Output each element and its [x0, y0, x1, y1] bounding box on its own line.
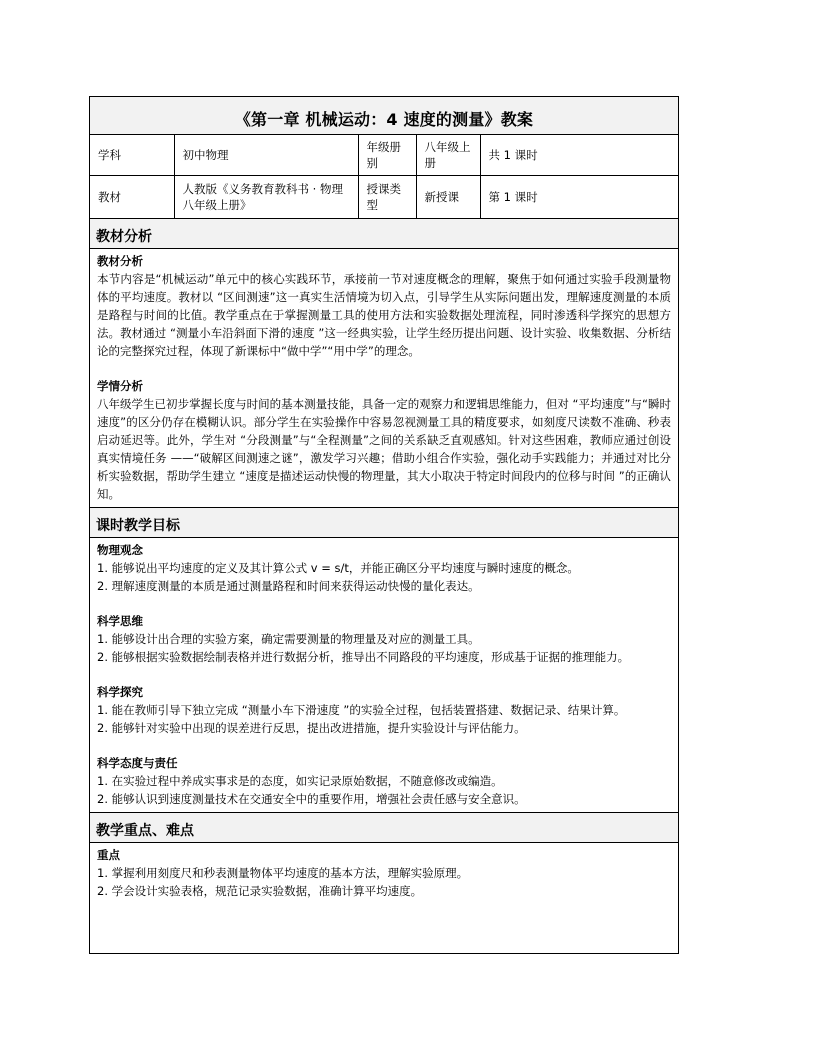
goal-item: 2. 能够针对实验中出现的误差进行反思，提出改进措施，提升实验设计与评估能力。: [97, 721, 526, 735]
goal-group-title: 科学思维: [97, 614, 143, 628]
lesson-type-label: 授课类型: [358, 176, 416, 219]
student-analysis-paragraph: 八年级学生已初步掌握长度与时间的基本测量技能，具备一定的观察力和逻辑思维能力，但对 “平均速度”与“瞬时速度”的区分仍存在模糊认识。部分学生在实验操作中容易忽视测量工具的精度要求，如刻度尺读数不准确、秒表启动延迟等。此外，学生对 “分段测量”与“全程测量”之间的关系缺乏直观感知。针对这些困难，教师应通过创设真实情境任务 ——“破解区间测速之谜”，激发学习兴趣；借助小组合作实验，强化动手实践能力；并通过对比分析实验数据，帮助学生建立 “速度是描述运动快慢的物理量，其大小取决于特定时间段内的位移与时间 ”的正确认知。: [97, 397, 671, 501]
subheading-textbook-analysis: 教材分析: [97, 254, 143, 268]
lesson-plan-page: [89, 96, 679, 954]
textbook-value: 人教版《义务教育教科书 · 物理八年级上册》: [174, 176, 358, 219]
goal-group-title: 科学态度与责任: [97, 756, 178, 770]
lesson-number: 第 1 课时: [480, 176, 678, 219]
goal-item: 2. 理解速度测量的本质是通过测量路程和时间来获得运动快慢的量化表达。: [97, 579, 480, 593]
subheading-key-points: 重点: [97, 848, 120, 862]
total-hours: 共 1 课时: [480, 135, 678, 176]
info-row-subject: [90, 135, 678, 176]
goal-item: 1. 能够说出平均速度的定义及其计算公式 v = s/t，并能正确区分平均速度与瞬时速度的概念。: [97, 561, 579, 575]
goal-group-title: 科学探究: [97, 685, 143, 699]
goal-item: 1. 在实验过程中养成实事求是的态度，如实记录原始数据，不随意修改或编造。: [97, 774, 503, 788]
section-heading-goals: 课时教学目标: [90, 508, 678, 538]
grade-label: 年级册别: [358, 135, 416, 176]
subheading-student-analysis: 学情分析: [97, 379, 143, 393]
subject-value: 初中物理: [174, 135, 358, 176]
section-body-goals: [90, 538, 678, 813]
title-row: [90, 97, 678, 135]
section-body-keypoints: [90, 843, 678, 904]
goal-item: 1. 能在教师引导下独立完成 “测量小车下滑速度 ”的实验全过程，包括装置搭建、数据记录、结果计算。: [97, 703, 626, 717]
goal-item: 1. 能够设计出合理的实验方案，确定需要测量的物理量及对应的测量工具。: [97, 632, 480, 646]
section-heading-keypoints: 教学重点、难点: [90, 813, 678, 843]
document-title: 《第一章 机械运动：4 速度的测量》教案: [234, 110, 534, 129]
grade-value: 八年级上册: [416, 135, 480, 176]
goal-item: 2. 能够认识到速度测量技术在交通安全中的重要作用，增强社会责任感与安全意识。: [97, 792, 526, 806]
goal-item: 2. 能够根据实验数据绘制表格并进行数据分析，推导出不同路段的平均速度，形成基于证据的推理能力。: [97, 650, 630, 664]
section-heading-analysis: 教材分析: [90, 219, 678, 249]
textbook-analysis-paragraph: 本节内容是“机械运动”单元中的核心实践环节，承接前一节对速度概念的理解，聚焦于如何通过实验手段测量物体的平均速度。教材以 “区间测速”这一真实生活情境为切入点，引导学生从实际问题出发，理解速度测量的本质是路程与时间的比值。教学重点在于掌握测量工具的使用方法和实验数据处理流程，同时渗透科学探究的思想方法。教材通过 “测量小车沿斜面下滑的速度 ”这一经典实验，让学生经历提出问题、设计实验、收集数据、分析结论的完整探究过程，体现了新课标中“做中学”“用中学”的理念。: [97, 272, 671, 358]
lesson-type-value: 新授课: [416, 176, 480, 219]
keypoint-item: 2. 学会设计实验表格，规范记录实验数据，准确计算平均速度。: [97, 884, 423, 898]
info-row-textbook: [90, 176, 678, 219]
info-table: [90, 135, 678, 219]
section-body-analysis: [90, 249, 678, 508]
textbook-label: 教材: [90, 176, 174, 219]
subject-label: 学科: [90, 135, 174, 176]
goal-group-title: 物理观念: [97, 543, 143, 557]
keypoint-item: 1. 掌握利用刻度尺和秒表测量物体平均速度的基本方法，理解实验原理。: [97, 866, 469, 880]
